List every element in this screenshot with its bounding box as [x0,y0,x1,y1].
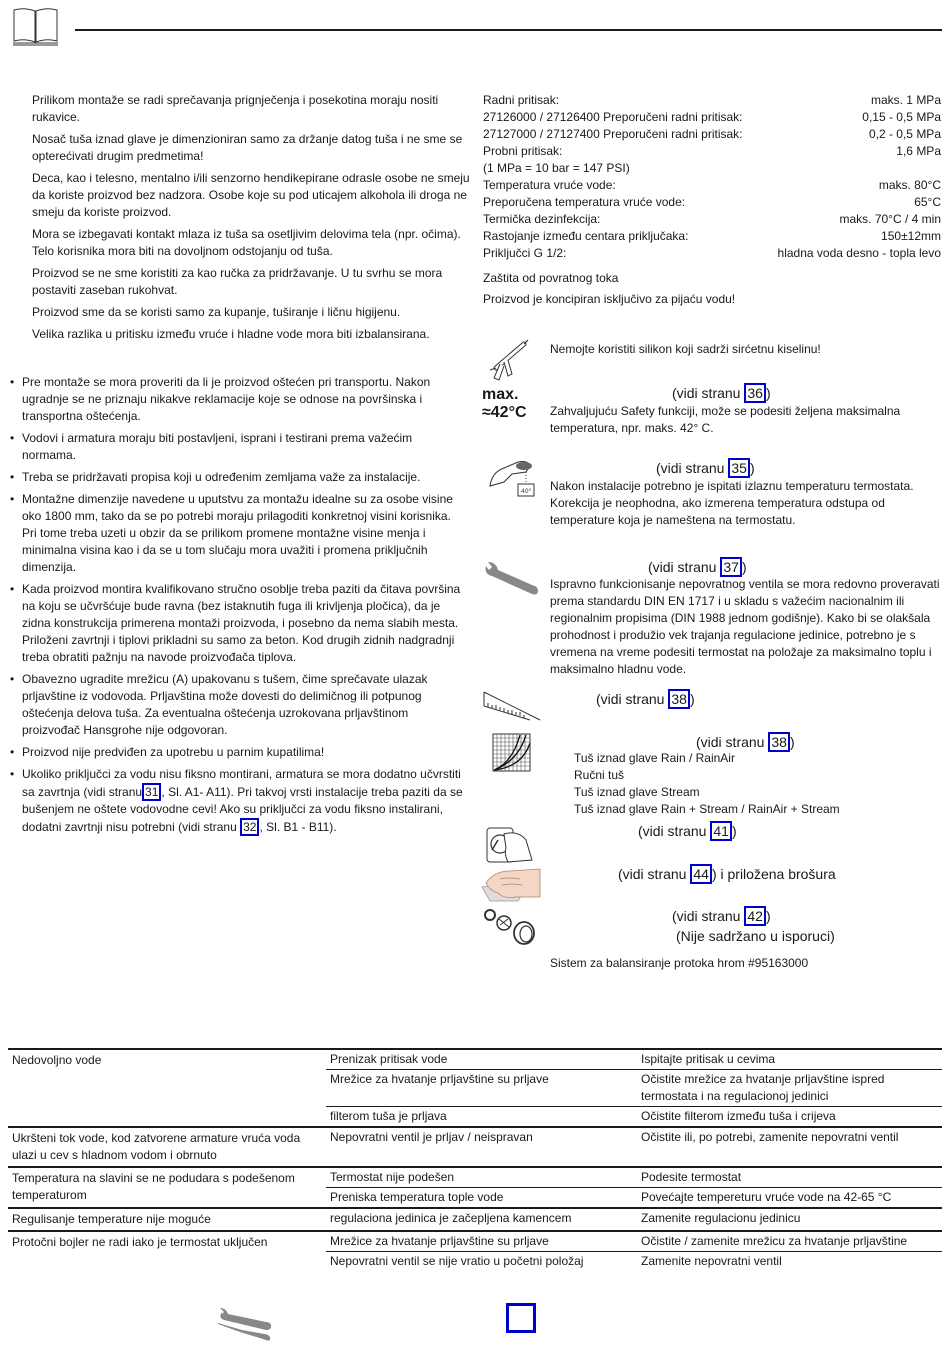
cause-cell: Preniska temperatura tople vode [330,1190,504,1204]
header-rule [75,29,942,31]
silicone-warning: Nemojte koristiti silikon koji sadrži sirćetnu kiselinu! [550,342,821,356]
table-row [326,1128,942,1147]
problem-cell: Ukršteni tok vode, kod zatvorene armature vruća voda ulazi u cev s hladnom vodom i obrnuto [12,1131,301,1162]
safety-description: Zahvaljujuću Safety funkciji, može se podesiti željena maksimalna temperatura, npr. maks. 42° C. [550,404,901,435]
spec-row: Priključci G 1/2: hladna voda desno - topla levo [483,246,941,260]
installation-note: • Treba se pridržavati propisa koji u određenim zemljama važe za instalacije. [8,469,466,486]
shower-type-item: Tuš iznad glave Rain / RainAir [574,751,735,765]
safety-note: Proizvod sme da se koristi samo za kupanje, tuširanje i ličnu higijenu. [32,305,401,319]
installation-note: • Proizvod nije predviđen za upotrebu u parnim kupatilima! [8,744,466,761]
cause-cell: Mrežice za hvatanje prljavštine su prljave [330,1072,549,1086]
not-included-note: (Nije sadržano u isporuci) [676,928,835,944]
safety-note: Nosač tuša iznad glave je dimenzioniran samo za držanje datog tuša i ne sme se opterećivati drugim predmetima! [32,132,463,163]
page-link-44[interactable]: 44 [690,864,712,884]
thermometer-hand-icon [488,458,536,498]
table-group [8,1232,942,1271]
wrench-icon [482,560,540,598]
safety-notes [32,92,472,348]
cause-cell: Prenizak pritisak vode [330,1052,448,1066]
safety-note: Proizvod se ne sme koristiti za kao ručka za pridržavanje. U tu svrhu se mora postaviti zaseban rukohvat. [32,266,443,297]
spec-row: Probni pritisak: 1,6 MPa [483,144,941,158]
shower-type-item: Tuš iznad glave Rain + Stream / RainAir + Stream [574,802,840,816]
page-link-42[interactable]: 42 [744,906,766,926]
table-row [326,1070,942,1107]
spec-row: (1 MPa = 10 bar = 147 PSI) [483,161,630,175]
installation-note: • Obavezno ugradite mrežicu (A) upakovanu s tušem, čime sprečavate ulazak prljavštine iz vodovoda. Prljavština može dovesti do delimičnog ili potpunog oštećenja delova tuša. Za eventualna oštećenja uzrokovana prljavštinom proizvođač Hansgrohe nije odgovoran. [8,671,466,739]
page-link-38-dimensions[interactable]: 38 [668,689,690,709]
spec-row: 27127000 / 27127400 Preporučeni radni pritisak: 0,2 - 0,5 MPa [483,127,941,141]
page-link-31[interactable]: 31 [142,783,161,801]
table-group [8,1209,942,1232]
safety-note: Prilikom montaže se radi sprečavanja prignječenja i posekotina moraju nositi rukavice. [32,93,439,124]
spec-row: 27126000 / 27126400 Preporučeni radni pritisak: 0,15 - 0,5 MPa [483,110,941,124]
installation-note: • Pre montaže se mora proveriti da li je proizvod oštećen pri transportu. Nakon ugradnje se ne priznaju nikakve reklamacije koje se odnose na površinska i transportna oštećenja. [8,374,466,425]
page-link-37[interactable]: 37 [720,557,742,577]
flow-page-ref: (vidi stranu 38 ) [696,734,795,750]
operation-page-ref: (vidi stranu 41 ) [638,823,737,839]
shower-type-item: Ručni tuš [574,768,625,782]
fix-cell: Očistite / zamenite mrežicu za hvatanje prljavštine [641,1234,908,1248]
cause-cell: filterom tuša je prljava [330,1109,447,1123]
troubleshooting-table [8,1048,942,1271]
table-row [326,1168,942,1188]
installation-note: • Montažne dimenzije navedene u uputstvu za montažu idealne su za osobe visine oko 1800 mm, tako da se po potrebi moraju prilagoditi konkretnoj visini korisnika. Pri tome treba uzeti u obzir da se prilikom promene montažne visine menja i minimalna visina kao i da se u tom slučaju mora uvažiti i promena priključnih dimenzija. [8,491,466,576]
installation-note: • Kada proizvod montira kvalifikovano stručno osoblje treba paziti da čitava površina na koju se učvršćuje bude ravna (bez istaknutih fuga ili krivljenja pločica), da je zidna konstrukcija primerena montaži proizvoda, i posebno da nema slabih mesta. Priloženi zavrtnji i tiplovi prikladni su samo za beton. Kod drugih zidnih nadgradnji treba obratiti pažnju na navode proizvođača tiplova. [8,581,466,666]
table-group [8,1128,942,1168]
installation-note: • Vodovi i armatura moraju biti postavljeni, isprani i testirani prema važećim normama. [8,430,466,464]
fix-cell: Ispitajte pritisak u cevima [641,1052,776,1066]
adjust-description: Nakon instalacije potrebno je ispitati izlaznu temperaturu termostata. Korekcija je neophodna, ako izmerena temperatura odstupa od temperature koja je nameštena na termostatu. [550,479,914,527]
spec-row: Rastojanje između centara priključaka: 150±12mm [483,229,941,243]
fix-cell: Zamenite regulacionu jedinicu [641,1211,801,1225]
fix-cell: Očistite ili, po potrebi, zamenite nepovratni ventil [641,1130,899,1144]
dimensions-page-ref: (vidi stranu 38 ) [596,691,695,707]
maintenance-page-ref: (vidi stranu 37 ) [648,559,747,575]
fix-cell: Očistite mrežice za hvatanje prljavštine ispred termostata i na regulacionoj jedinici [641,1072,885,1103]
problem-cell: Protočni bojler ne radi iako je termostat uključen [12,1235,268,1249]
cause-cell: Nepovratni ventil se nije vratio u početni položaj [330,1254,584,1268]
cause-cell: Mrežice za hvatanje prljavštine su prljave [330,1234,549,1248]
installation-note: • Ukoliko priključci za vodu nisu fiksno montirani, armatura se mora dodatno učvrstiti sa zavrtnja (vidi stranu 31 , Sl. A1- A11). Pri takvoj vrsti instalacije treba paziti da se bušenjem ne oštete vodovodne cevi! Ako su priključci za vodu fiksno instalirani, dodatni zavrtnji nisu potrebni (vidi stranu 32 , Sl. B1 - B11). [8,766,466,836]
page-link-35[interactable]: 35 [728,458,750,478]
problem-cell: Regulisanje temperature nije moguće [12,1212,211,1226]
spec-row: Preporučena temperatura vruće vode: 65°C [483,195,941,209]
safety-note: Deca, kao i telesno, mentalno i/ili senzorno hendikepirane odrasle osobe ne smeju da koriste proizvod bez nadzora. Osobe koje su pod uticajem alkohola ili droga ne smeju da koriste proizvod. [32,171,470,219]
spec-row: Termička dezinfekcija: maks. 70°C / 4 min [483,212,941,226]
shower-type-item: Tuš iznad glave Stream [574,785,700,799]
technical-specs [483,92,941,308]
page-link-36[interactable]: 36 [744,383,766,403]
table-row [326,1232,942,1252]
maintenance-description: Ispravno funkcionisanje nepovratnog ventila se mora redovno proveravati prema standardu DIN EN 1717 i u skladu s važećim nacionalnim ili regionalnim propisima (DIN 1988 jednom godišnje). Kako bi se olakšala prohodnost i produžio vek trajanja regulacione jedinice, potrebno je s vremena na vreme podesiti termostat na položaje za maksimalno toplu i maksimalno hladnu vode. [550,577,940,676]
problem-cell: Nedovoljno vode [12,1053,102,1067]
drinking-water-note: Proizvod je koncipiran isključivo za pijaću vodu! [483,292,736,306]
installation-notes [8,374,466,841]
cleaning-page-ref: (vidi stranu 44 ) i priložena brošura [618,866,836,882]
safety-page-ref: (vidi stranu 36 ) [672,385,771,401]
safety-note: Velika razlika u pritisku između vruće i hladne vode mora biti izbalansirana. [32,327,430,341]
max-temp-badge: max. ≈42°C [482,386,527,421]
page-link-41[interactable]: 41 [710,821,732,841]
fix-cell: Očistite filterom između tuša i crijeva [641,1109,836,1123]
fix-cell: Podesite termostat [641,1170,742,1184]
table-group [8,1168,942,1209]
ruler-icon [482,690,542,730]
spare-parts-icon [482,905,542,947]
fix-cell: Povećajte tempereturu vruće vode na 42-65 °C [641,1190,892,1204]
table-row [326,1107,942,1126]
svg-text:40°: 40° [521,488,532,495]
problem-cell: Temperatura na slavini se ne podudara s podešenom temperaturom [12,1171,295,1202]
shower-type-list [574,750,840,818]
silicone-gun-icon [486,338,530,382]
table-group [8,1050,942,1128]
table-row [326,1188,942,1207]
hand-cloth-icon [480,865,542,905]
spare-parts-page-ref: (vidi stranu 42 ) [672,908,771,924]
flow-chart-icon [492,733,532,773]
fix-cell: Zamenite nepovratni ventil [641,1254,782,1268]
page-number-box[interactable] [506,1303,536,1333]
safety-note: Mora se izbegavati kontakt mlaza iz tuša sa osetljivim delovima tela (npr. očima). Telo korisnika mora biti na dovoljnom odstojanju od tuša. [32,227,461,258]
accessory-note: Sistem za balansiranje protoka hrom #95163000 [550,956,809,970]
open-book-icon [12,7,59,46]
spec-row: Radni pritisak: maks. 1 MPa [483,93,941,107]
backflow-note: Zaštita od povratnog toka [483,271,619,285]
spec-row: Temperatura vruće vode: maks. 80°C [483,178,941,192]
cause-cell: Termostat nije podešen [330,1170,455,1184]
cause-cell: regulaciona jedinica je začepljena kamencem [330,1211,572,1225]
page-link-32[interactable]: 32 [240,818,259,836]
tools-icon [216,1308,274,1346]
adjust-page-ref: (vidi stranu 35 ) [656,460,755,476]
table-row [326,1050,942,1070]
table-row [326,1252,942,1271]
cause-cell: Nepovratni ventil je prljav / neispravan [330,1130,533,1144]
table-row [326,1209,942,1228]
page-link-38-flow[interactable]: 38 [768,732,790,752]
hand-knob-icon [486,824,534,864]
